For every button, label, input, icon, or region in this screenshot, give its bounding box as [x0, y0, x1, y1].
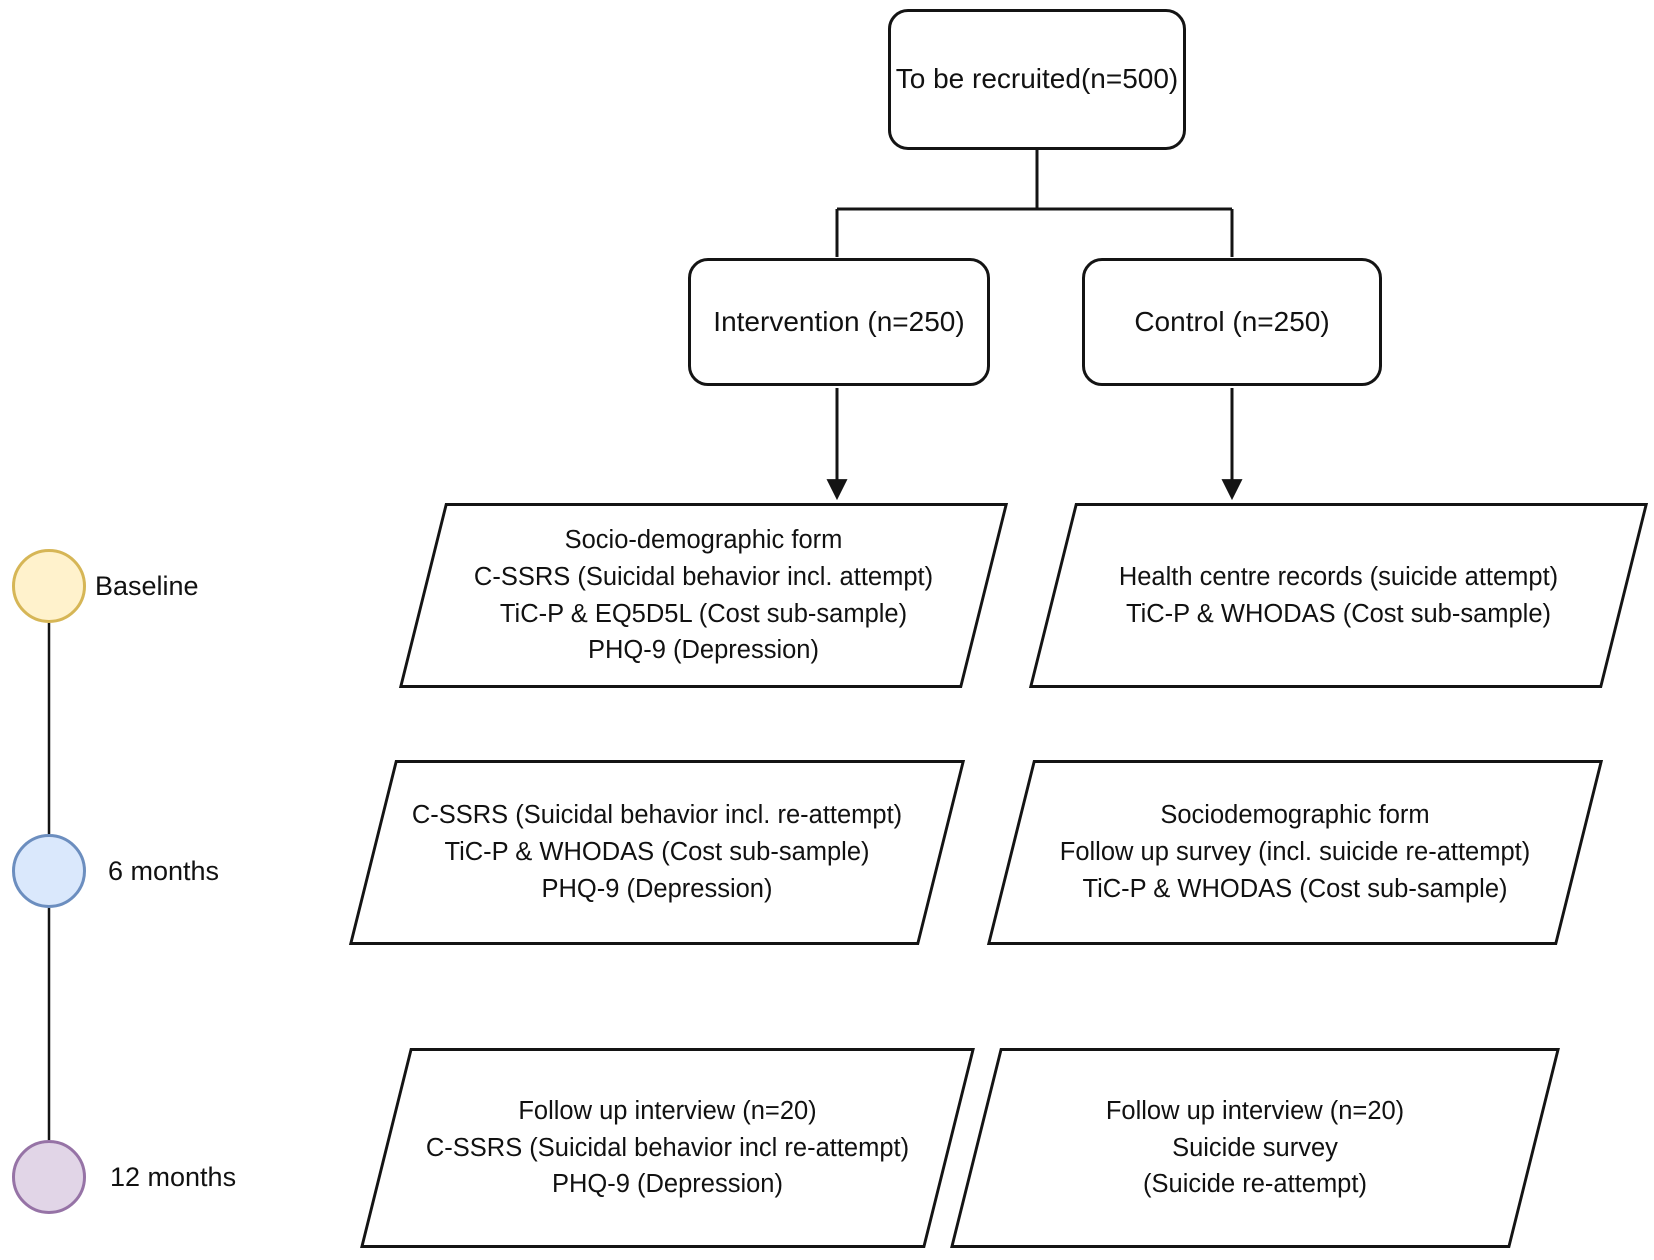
text-line: Health centre records (suicide attempt): [1118, 562, 1559, 591]
text-line: PHQ-9 (Depression): [588, 636, 819, 665]
node-intervention-label: Intervention (n=250): [713, 305, 965, 337]
text-line: Follow up interview (n=20): [518, 1096, 817, 1125]
text-line: PHQ-9 (Depression): [541, 874, 773, 903]
text-line: PHQ-9 (Depression): [552, 1170, 783, 1199]
text-line: (n=500): [1080, 63, 1179, 95]
parallelogram-6months-intervention: [372, 760, 942, 945]
text-line: Sociodemographic form: [1160, 801, 1430, 830]
node-control-label: Control (n=250): [1134, 305, 1330, 337]
text-line: Follow up survey (incl. suicide re-attempt): [1059, 838, 1531, 867]
parallelogram-baseline-control: [1052, 503, 1625, 688]
text-line: TiC-P & WHODAS (Cost sub-sample): [1082, 874, 1508, 903]
twelve-months-intervention-assessments: [385, 1048, 950, 1248]
twelve-months-control-assessments: [975, 1048, 1535, 1248]
timeline-label-12months: 12 months: [110, 1162, 237, 1192]
timeline-circle-baseline: [12, 549, 86, 623]
parallelogram-12months-control: [975, 1048, 1535, 1248]
node-intervention: [688, 258, 990, 386]
timeline-circle-12months: [12, 1140, 86, 1214]
text-line: TiC-P & WHODAS (Cost sub-sample): [444, 838, 870, 867]
timeline-circle-6months: [12, 834, 86, 908]
text-line: C-SSRS (Suicidal behavior incl. re-attempt): [411, 801, 903, 830]
text-line: C-SSRS (Suicidal behavior incl. attempt): [473, 562, 934, 591]
text-line: Suicide survey: [1172, 1133, 1338, 1162]
text-line: C-SSRS (Suicidal behavior incl re-attempt): [425, 1133, 910, 1162]
text-line: To be recruited: [895, 63, 1081, 95]
six-months-control-assessments: [1010, 760, 1580, 945]
six-months-intervention-assessments: [372, 760, 942, 945]
timeline-label-baseline: Baseline: [95, 571, 199, 601]
node-control: [1082, 258, 1382, 386]
parallelogram-12months-intervention: [385, 1048, 950, 1248]
text-line: TiC-P & EQ5D5L (Cost sub-sample): [499, 599, 908, 628]
text-line: TiC-P & WHODAS (Cost sub-sample): [1125, 599, 1552, 628]
text-line: Socio-demographic form: [564, 525, 843, 554]
node-to-be-recruited: [888, 9, 1186, 150]
text-line: (Suicide re-attempt): [1143, 1170, 1367, 1199]
parallelogram-baseline-intervention: [422, 503, 985, 688]
baseline-control-assessments: [1052, 503, 1625, 688]
timeline-label-6months: 6 months: [108, 856, 220, 886]
parallelogram-6months-control: [1010, 760, 1580, 945]
baseline-intervention-assessments: [422, 503, 985, 688]
text-line: Follow up interview (n=20): [1105, 1096, 1405, 1125]
